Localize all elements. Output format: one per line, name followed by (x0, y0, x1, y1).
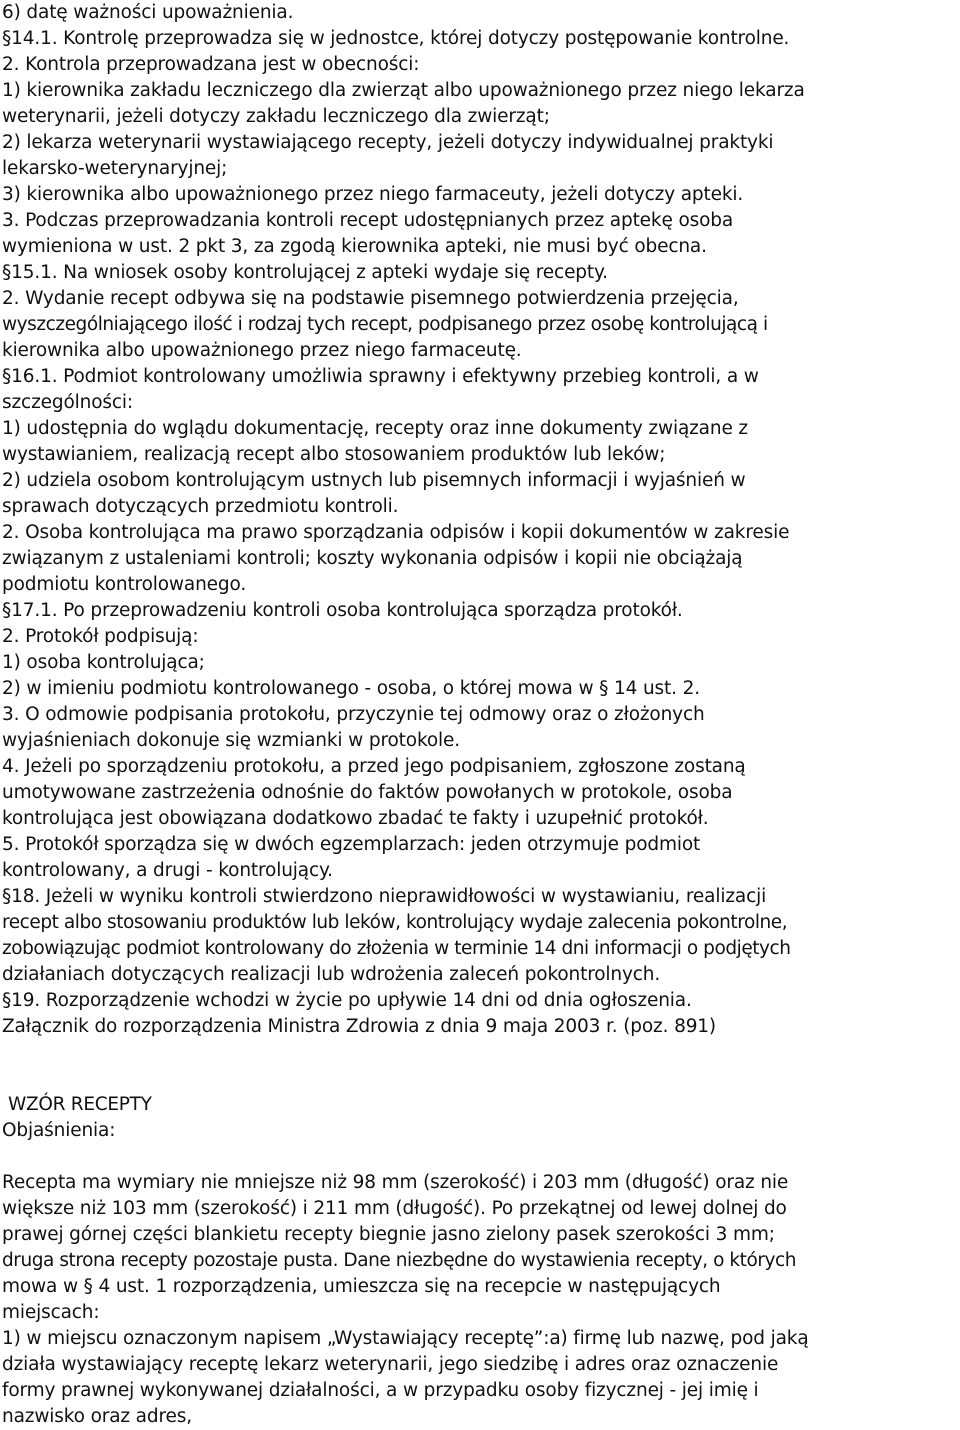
text-line: §19. Rozporządzenie wchodzi w życie po upływie 14 dni od dnia ogłoszenia. (2, 990, 692, 1011)
text-line: 2) lekarza weterynarii wystawiającego recepty, jeżeli dotyczy indywidualnej praktyki (2, 132, 774, 153)
text-line: 1) w miejscu oznaczonym napisem „Wystawiający receptę”:a) firmę lub nazwę, pod jaką (2, 1328, 809, 1349)
text-line: większe niż 103 mm (szerokość) i 211 mm (długość). Po przekątnej od lewej dolnej do (2, 1198, 787, 1219)
text-line: druga strona recepty pozostaje pusta. Dane niezbędne do wystawienia recepty, o których (2, 1250, 796, 1271)
text-line: wymieniona w ust. 2 pkt 3, za zgodą kierownika apteki, nie musi być obecna. (2, 236, 707, 257)
prescription-explanation-section (2, 1170, 958, 1430)
text-line: podmiotu kontrolowanego. (2, 574, 247, 595)
text-line: kontrolowany, a drugi - kontrolujący. (2, 860, 333, 881)
text-line: 2. Kontrola przeprowadzana jest w obecności: (2, 54, 420, 75)
text-line: 2) w imieniu podmiotu kontrolowanego - osoba, o której mowa w § 14 ust. 2. (2, 678, 700, 699)
text-line: nazwisko oraz adres, (2, 1406, 192, 1427)
text-line: wystawianiem, realizacją recept albo stosowaniem produktów lub leków; (2, 444, 666, 465)
text-line: wyjaśnieniach dokonuje się wzmianki w protokole. (2, 730, 460, 751)
text-line: Załącznik do rozporządzenia Ministra Zdrowia z dnia 9 maja 2003 r. (poz. 891) (2, 1016, 716, 1037)
explanations-label: Objaśnienia: (2, 1120, 116, 1141)
text-line: formy prawnej wykonywanej działalności, a w przypadku osoby fizycznej - jej imię i (2, 1380, 759, 1401)
text-line: kierownika albo upoważnionego przez niego farmaceutę. (2, 340, 522, 361)
text-line: związanym z ustaleniami kontroli; koszty wykonania odpisów i kopii nie obciążają (2, 548, 743, 569)
text-line: działa wystawiający receptę lekarz weterynarii, jego siedzibę i adres oraz oznaczenie (2, 1354, 779, 1375)
text-line: 2) udziela osobom kontrolującym ustnych lub pisemnych informacji i wyjaśnień w (2, 470, 746, 491)
text-line: prawej górnej części blankietu recepty biegnie jasno zielony pasek szerokości 3 mm; (2, 1224, 775, 1245)
text-line: umotywowane zastrzeżenia odnośnie do faktów powołanych w protokole, osoba (2, 782, 733, 803)
text-line: 2. Wydanie recept odbywa się na podstawie pisemnego potwierdzenia przejęcia, (2, 288, 739, 309)
text-line: działaniach dotyczących realizacji lub wdrożenia zaleceń pokontrolnych. (2, 964, 661, 985)
text-line: weterynarii, jeżeli dotyczy zakładu leczniczego dla zwierząt; (2, 106, 550, 127)
text-line: 6) datę ważności upoważnienia. (2, 2, 294, 23)
text-line: §14.1. Kontrolę przeprowadza się w jednostce, której dotyczy postępowanie kontrolne. (2, 28, 790, 49)
regulation-text-section (2, 0, 958, 1040)
text-line: 5. Protokół sporządza się w dwóch egzemplarzach: jeden otrzymuje podmiot (2, 834, 701, 855)
text-line: §17.1. Po przeprowadzeniu kontroli osoba kontrolująca sporządza protokół. (2, 600, 683, 621)
text-line: §18. Jeżeli w wyniku kontroli stwierdzono nieprawidłowości w wystawianiu, realizacji (2, 886, 767, 907)
document-heading: WZÓR RECEPTY (8, 1094, 152, 1115)
text-line: 3) kierownika albo upoważnionego przez niego farmaceuty, jeżeli dotyczy apteki. (2, 184, 744, 205)
document-page (2, 0, 958, 1430)
text-line: kontrolująca jest obowiązana dodatkowo zbadać te fakty i uzupełnić protokół. (2, 808, 709, 829)
text-line: zobowiązując podmiot kontrolowany do złożenia w terminie 14 dni informacji o podjętych (2, 938, 791, 959)
spacer (2, 1040, 958, 1092)
text-line: szczególności: (2, 392, 133, 413)
text-line: §15.1. Na wniosek osoby kontrolującej z apteki wydaje się recepty. (2, 262, 608, 283)
text-line: Recepta ma wymiary nie mniejsze niż 98 mm (szerokość) i 203 mm (długość) oraz nie (2, 1172, 789, 1193)
text-line: miejscach: (2, 1302, 100, 1323)
text-line: 2. Protokół podpisują: (2, 626, 199, 647)
spacer (2, 1144, 958, 1170)
text-line: 1) kierownika zakładu leczniczego dla zwierząt albo upoważnionego przez niego lekarza (2, 80, 805, 101)
text-line: mowa w § 4 ust. 1 rozporządzenia, umieszcza się na recepcie w następujących (2, 1276, 721, 1297)
text-line: 1) udostępnia do wglądu dokumentację, recepty oraz inne dokumenty związane z (2, 418, 748, 439)
text-line: §16.1. Podmiot kontrolowany umożliwia sprawny i efektywny przebieg kontroli, a w (2, 366, 759, 387)
text-line: 1) osoba kontrolująca; (2, 652, 205, 673)
text-line: wyszczególniającego ilość i rodzaj tych recept, podpisanego przez osobę kontrolującą i (2, 314, 768, 335)
text-line: 4. Jeżeli po sporządzeniu protokołu, a przed jego podpisaniem, zgłoszone zostaną (2, 756, 746, 777)
text-line: 3. Podczas przeprowadzania kontroli recept udostępnianych przez aptekę osoba (2, 210, 734, 231)
text-line: sprawach dotyczących przedmiotu kontroli. (2, 496, 399, 517)
text-line: 2. Osoba kontrolująca ma prawo sporządzania odpisów i kopii dokumentów w zakresie (2, 522, 790, 543)
text-line: recept albo stosowaniu produktów lub leków, kontrolujący wydaje zalecenia pokontrolne, (2, 912, 788, 933)
text-line: lekarsko-weterynaryjnej; (2, 158, 228, 179)
text-line: 3. O odmowie podpisania protokołu, przyczynie tej odmowy oraz o złożonych (2, 704, 705, 725)
